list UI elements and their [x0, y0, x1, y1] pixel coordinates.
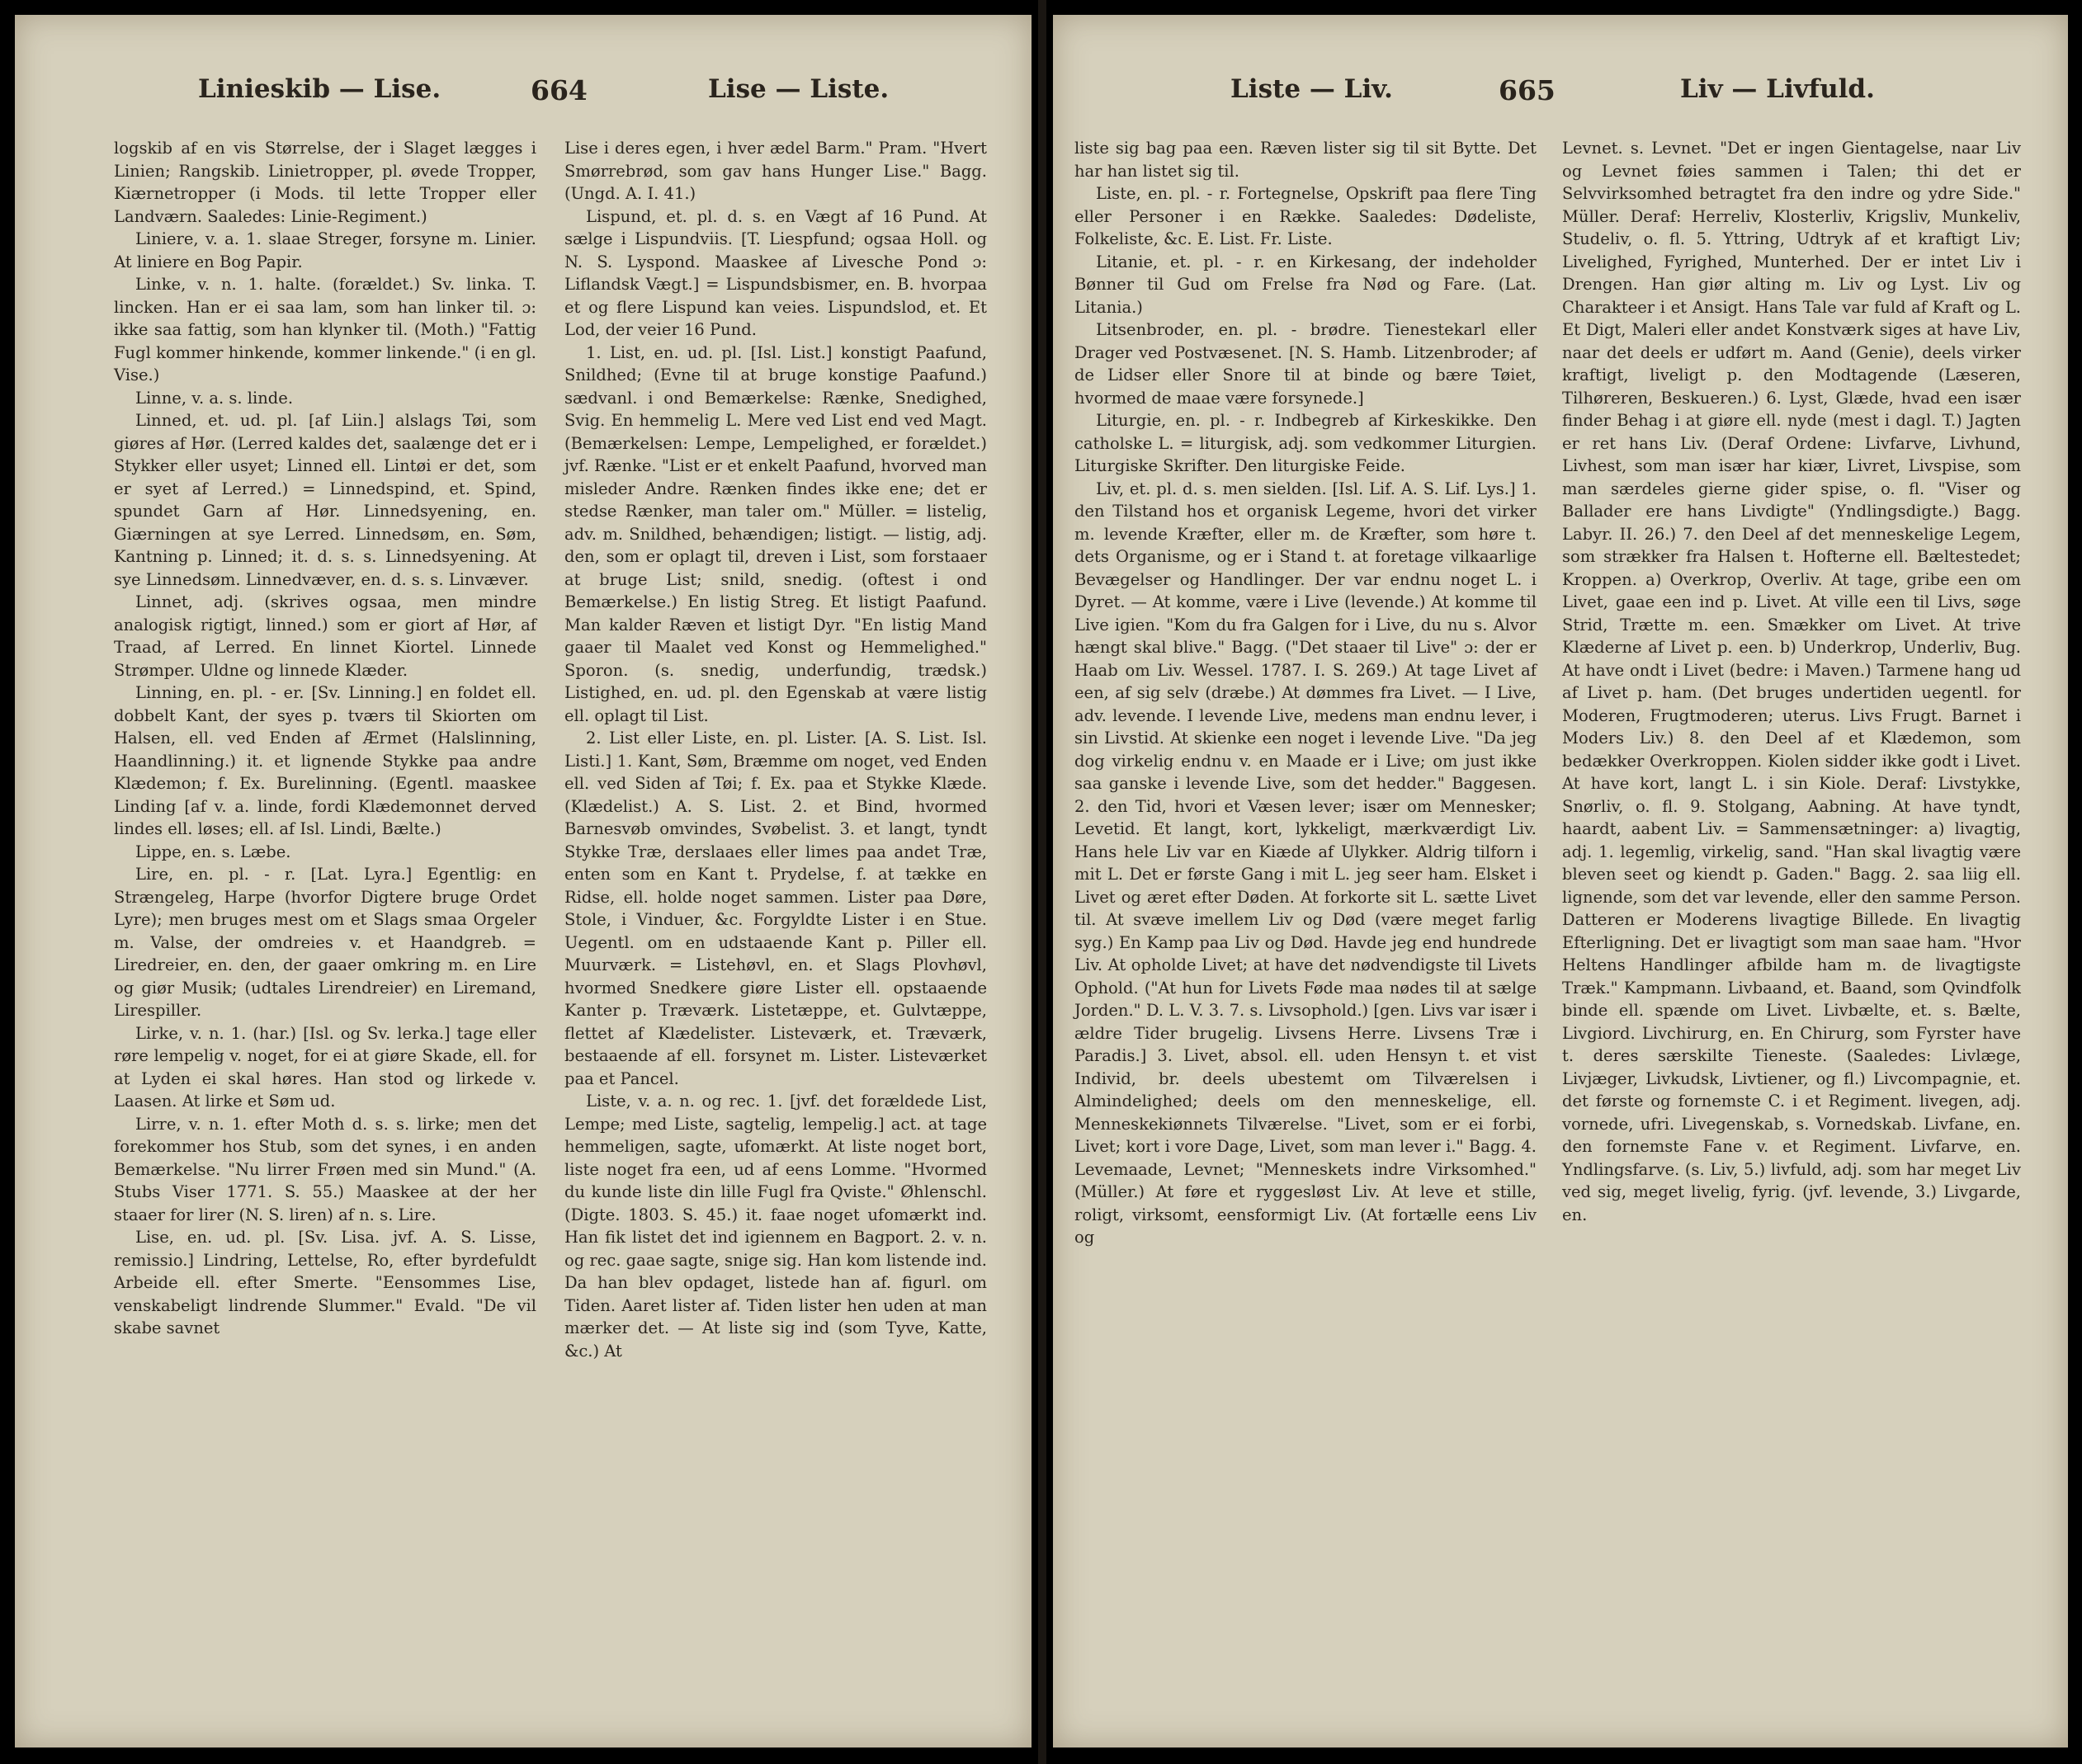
right-page-running-head-right: Liv — Livfuld.: [1680, 74, 1875, 104]
dictionary-entry: Lire, en. pl. - r. [Lat. Lyra.] Egentlig: en Strængeleg, Harpe (hvorfor Digtere bruge Ordet Lyre); men bruges mest om et Slags smaa Orgeler m. Valse, der omdreies v. et Haandgreb. = Liredreier, en. den, der gaaer omkring m. en Lire og giør Musik; (udtales Lirendreier) en Liremand, Lirespiller.: [114, 865, 536, 1020]
dictionary-entry: Liste, en. pl. - r. Fortegnelse, Opskrift paa flere Ting eller Personer i en Række. Saaledes: Dødeliste, Folkeliste, &c. E. List. Fr. Liste.: [1074, 184, 1537, 248]
dictionary-entry: Liste, v. a. n. og rec. 1. [jvf. det forældede List, Lempe; med Liste, sagtelig, lempelig.] act. at tage hemmeligen, sagte, ufomærkt. At liste noget bort, liste noget fra een, ud af eens Lomme. "Hvormed du kunde liste din lille Fugl fra Qviste." Øhlenschl. (Digte. 1803. S. 45.) it. faae noget ufomærkt ind. Han fik listet det ind igiennem en Bagport. 2. v. n. og rec. gaae sagte, snige sig. Han kom listende ind. Da han blev opdaget, listede han af. figurl. om Tiden. Aaret lister af. Tiden lister hen uden at man mærker det. — At liste sig ind (som Tyve, Katte, &c.) At: [564, 1092, 987, 1361]
dictionary-entry: Linnet, adj. (skrives ogsaa, men mindre analogisk rigtigt, linned.) som er giort af Hør, af Traad, af Lerred. En linnet Kiortel. Linnede Strømper. Uldne og linnede Klæder.: [114, 592, 536, 680]
right-page-running-head-left: Liste — Liv.: [1230, 74, 1393, 104]
dictionary-entry: Liniere, v. a. 1. slaae Streger, forsyne m. Linier. At liniere en Bog Papir.: [114, 229, 536, 271]
dictionary-entry: Lispund, et. pl. d. s. en Vægt af 16 Pund. At sælge i Lispundviis. [T. Liespfund; ogsaa Holl. og N. S. Lyspond. Maaskee af Livesche Pond ɔ: Liflandsk Vægt.] = Lispundsbismer, en. B. hvorpaa et og flere Lispund kan veies. Lispundslod, et. Et Lod, der veier 16 Pund.: [564, 206, 987, 339]
dictionary-entry: Linne, v. a. s. linde.: [135, 388, 294, 408]
gutter-divider: [1038, 0, 1046, 1764]
dictionary-entry: Linned, et. ud. pl. [af Liin.] alslags Tøi, som giøres af Hør. (Lerred kaldes det, saalænge det er i Stykker eller usyet; Linned ell. Lintøi er det, som er syet af Lerred.) = Linnedspind, et. Spind, spundet Garn af Hør. Linnedsyening, en. Giærningen at sye Lerred. Linnedsøm, en. Søm, Kantning p. Linned; it. d. s. s. Linnedsyening. At sye Linnedsøm. Linnedvæver, en. d. s. s. Linvæver.: [114, 411, 536, 589]
left-page-header: [15, 74, 1032, 112]
dictionary-entry: Liturgie, en. pl. - r. Indbegreb af Kirkeskikke. Den catholske L. = liturgisk, adj. som vedkommer Liturgien. Liturgiske Skrifter. Den liturgiske Feide.: [1074, 411, 1537, 475]
dictionary-entry: Levnet. s. Levnet. "Det er ingen Gientagelse, naar Liv og Levnet føies sammen i Talen; thi det er Selvvirksomhed betragtet fra den indre og ydre Side." Müller. Deraf: Herreliv, Klosterliv, Krigsliv, Munkeliv, Studeliv, o. fl. 5. Yttring, Udtryk af et kraftigt Liv; Livelighed, Fyrighed, Munterhed. Der er intet Liv i Drengen. Han giør alting m. Liv og Lyst. Liv og Charakteer i et Ansigt. Hans Tale var fuld af Kraft og L. Et Digt, Maleri eller andet Konstværk siges at have Liv, naar det deels er udført m. Aand (Genie), deels virker kraftigt, liveligt p. den Modtagende (Læseren, Tilhøreren, Beskueren.) 6. Lyst, Glæde, hvad een især finder Behag i at giøre ell. nyde (mest i dagl. T.) Jagten er ret hans Liv. (Deraf Ordene: Livfarve, Livhund, Livhest, som man især har kiær, Livret, Livspise, som man særdeles gierne gider spise, o. fl. "Viser og Ballader ere hans Livdigte" (Yndlingsdigte.) Bagg. Labyr. II. 26.) 7. den Deel af det menneskelige Legem, som strækker fra Halsen t. Hofterne ell. Bæltestedet; Kroppen. a) Overkrop, Overliv. At tage, gribe een om Livet, gaae een ind p. Livet. At ville een til Livs, søge Strid, Trætte m. een. Smækker om Livet. At trive Klæderne af Livet p. een. b) Underkrop, Underliv, Bug. At have ondt i Livet (bedre: i Maven.) Tarmene hang ud af Livet p. ham. (Det bruges undertiden uegentl. for Moderen, Frugtmoderen; uterus. Livs Frugt. Barnet i Moders Liv.) 8. den Deel af et Klædemon, som bedækker Overkroppen. Kiolen sidder ikke godt i Livet. At have kort, langt L. i sin Kiole. Deraf: Livstykke, Snørliv, o. fl. 9. Stolgang, Aabning. At have tyndt, haardt, aabent Liv. = Sammensætninger: a) livagtig, adj. 1. legemlig, virkelig, sand. "Han skal livagtig være bleven seet og kiendt p. Gaden." Bagg. 2. saa liig ell. lignende, som det var levende, eller den samme Person. Datteren er Moderens livagtige Billede. En livagtig Efterligning. Det er livagtigt som man saae ham. "Hvor Heltens Handlinger afbilde ham m. de livagtigste Træk." Kampmann. Livbaand, et. Baand, som Qvindfolk binde ell. spænde om Livet. Livbælte, et. s. Bælte, Livgiord. Livchirurg, en. En Chirurg, som Fyrster have t. deres særskilte Tieneste. (Saaledes: Livlæge, Livjæger, Livkudsk, Livtiener, og fl.) Livcompagnie, et. det første og fornemste C. i et Regiment. livegen, adj. vornede, ufri. Livegenskab, s. Vornedskab. Livfane, en. den fornemste Fane v. et Regiment. Livfarve, en. Yndlingsfarve. (s. Liv, 5.) livfuld, adj. som har meget Liv ved sig, meget livelig, fyrig. (jvf. levende, 3.) Livgarde, en.: [1562, 139, 2021, 1224]
left-page: [15, 15, 1032, 1747]
left-page-column-1: [114, 137, 536, 1340]
dictionary-entry: Lise, en. ud. pl. [Sv. Lisa. jvf. A. S. Lisse, remissio.] Lindring, Lettelse, Ro, efter byrdefuldt Arbeide ell. efter Smerte. "Eensommes Lise, venskabeligt lindrende Slummer." Evald. "De vil skabe savnet: [114, 1228, 536, 1337]
right-page-column-2: [1562, 137, 2021, 1226]
dictionary-entry: Linke, v. n. 1. halte. (forældet.) Sv. linka. T. lincken. Han er ei saa lam, som han linker til. ɔ: ikke saa fattig, som han klynker til. (Moth.) "Fattig Fugl kommer hinkende, kommer linkende." (i en gl. Vise.): [114, 275, 536, 384]
dictionary-entry: Litsenbroder, en. pl. - brødre. Tienestekarl eller Drager ved Postvæsenet. [N. S. Hamb. Litzenbroder; af de Lidser eller Snore til at binde og bære Tøiet, hvormed de maae være forsynede.]: [1074, 320, 1537, 408]
right-page-header: [1053, 74, 2068, 112]
dictionary-entry: logskib af en vis Størrelse, der i Slaget lægges i Linien; Rangskib. Linietropper, pl. øvede Tropper, Kiærnetropper (i Mods. til lette Tropper eller Landværn. Saaledes: Linie-Regiment.): [114, 139, 536, 226]
dictionary-entry: Litanie, et. pl. - r. en Kirkesang, der indeholder Bønner til Gud om Frelse fra Nød og Fare. (Lat. Litania.): [1074, 252, 1537, 317]
right-page: [1053, 15, 2068, 1747]
dictionary-entry: Lirre, v. n. 1. efter Moth d. s. s. lirke; men det forekommer hos Stub, som det synes, i en anden Bemærkelse. "Nu lirrer Frøen med sin Mund." (A. Stubs Viser 1771. S. 55.) Maaskee at der her staaer for lirer (N. S. liren) af n. s. Lire.: [114, 1114, 536, 1224]
left-page-running-head-left: Linieskib — Lise.: [198, 74, 441, 104]
dictionary-entry: liste sig bag paa een. Ræven lister sig til sit Bytte. Det har han listet sig til.: [1074, 139, 1537, 181]
left-page-column-2: [564, 137, 987, 1362]
dictionary-entry: Liv, et. pl. d. s. men sielden. [Isl. Lif. A. S. Lif. Lys.] 1. den Tilstand hos et organisk Legeme, hvori det virker m. levende Kræfter, eller m. de Kræfter, som høre t. dets Organisme, og er i Stand t. at foretage vilkaarlige Bevægelser og Handlinger. Der var endnu noget L. i Dyret. — At komme, være i Live (levende.) At komme til Live igien. "Kom du fra Galgen for i Live, du nu s. Alvor hængt skal blive." Bagg. ("Det staaer til Live" ɔ: der er Haab om Liv. Wessel. 1787. I. S. 269.) At tage Livet af een, af sig selv (dræbe.) At dømmes fra Livet. — I Live, adv. levende. I levende Live, medens man endnu lever, i sin Livstid. At skienke een noget i levende Live. "Da jeg dog virkelig endnu v. en Maade er i Live; om just ikke saa ganske i levende Live, som det hedder." Baggesen. 2. den Tid, hvori et Væsen lever; især om Mennesker; Levetid. Et langt, kort, lykkeligt, mærkværdigt Liv. Hans hele Liv var en Kiæde af Ulykker. Aldrig tilforn i mit L. Det er første Gang i mit L. jeg seer ham. Elsket i Livet og æret efter Døden. At forkorte sit L. sætte Livet til. At svæve imellem Liv og Død (være meget farlig syg.) En Kamp paa Liv og Død. Havde jeg end hundrede Liv. At opholde Livet; at have det nødvendigste til Livets Ophold. ("At hun for Livets Føde maa nødes til at sælge Jorden." D. L. V. 3. 7. s. Livsophold.) [gen. Livs var især i ældre Tider brugelig. Livsens Herre. Livsens Træ i Paradis.] 3. Livet, absol. ell. uden Hensyn t. et vist Individ, br. deels ubestemt om Tilværelsen i Almindelighed; deels om den menneskelige, ell. Menneskekiønnets Tilværelse. "Livet, som er ei forbi, Livet; kort i vore Dage, Livet, som man lever i." Bagg. 4. Levemaade, Levnet; "Menneskets indre Virksomhed." (Müller.) At føre et ryggesløst Liv. At leve et stille, roligt, virksomt, eensformigt Liv. (At fortælle eens Liv og: [1074, 479, 1537, 1247]
left-page-running-head-right: Lise — Liste.: [708, 74, 890, 104]
dictionary-entry: 1. List, en. ud. pl. [Isl. List.] konstigt Paafund, Snildhed; (Evne til at bruge konstige Paafund.) sædvanl. i ond Bemærkelse: Rænke, Snedighed, Svig. En hemmelig L. Mere ved List end ved Magt. (Bemærkelsen: Lempe, Lempelighed, er forældet.) jvf. Rænke. "List er et enkelt Paafund, hvorved man misleder Andre. Rænken findes ikke ene; det er stedse Rænker, man taler om." Müller. = listelig, adv. m. Snildhed, behændigen; listigt. — listig, adj. den, som er oplagt til, dreven i List, som forstaaer at bruge List; snild, snedig. (oftest i ond Bemærkelse.) En listig Streg. Et listigt Paafund. Man kalder Ræven et listigt Dyr. "En listig Mand gaaer til Maalet ved Konst og Hemmelighed." Sporon. (s. snedig, underfundig, trædsk.) Listighed, en. ud. pl. den Egenskab at være listig ell. oplagt til List.: [564, 342, 987, 725]
dictionary-entry: 2. List eller Liste, en. pl. Lister. [A. S. List. Isl. Listi.] 1. Kant, Søm, Bræmme om noget, ved Enden ell. ved Siden af Tøi; f. Ex. paa et Stykke Klæde. (Klædelist.) A. S. List. 2. et Bind, hvormed Barnesvøb omvindes, Svøbelist. 3. et langt, tyndt Stykke Træ, derslaaes eller limes paa andet Træ, enten som en Kant t. Prydelse, f. at tække en Ridse, ell. holde noget sammen. Lister paa Døre, Stole, i Vinduer, &c. Forgyldte Lister i en Stue. Uegentl. om en udstaaende Kant p. Piller ell. Muurværk. = Listehøvl, en. et Slags Plovhøvl, hvormed Snedkere giøre Lister ell. opstaaende Kanter p. Træværk. Listetæppe, et. Gulvtæppe, flettet af Klædelister. Listeværk, et. Træværk, bestaaende af ell. forsynet m. Lister. Listeværket paa et Pancel.: [564, 729, 987, 1088]
dictionary-entry: Lirke, v. n. 1. (har.) [Isl. og Sv. lerka.] tage eller røre lempelig v. noget, for ei at giøre Skade, ell. for at Lyden ei skal høres. Han stod og lirkede v. Laasen. At lirke et Søm ud.: [114, 1023, 536, 1111]
right-page-number: 665: [1499, 74, 1556, 106]
right-page-column-1: [1074, 137, 1537, 1249]
dictionary-entry: Lippe, en. s. Læbe.: [135, 842, 291, 861]
dictionary-entry: Lise i deres egen, i hver ædel Barm." Pram. "Hvert Smørrebrød, som gav hans Hunger Lise." Bagg. (Ungd. A. I. 41.): [564, 139, 987, 203]
dictionary-entry: Linning, en. pl. - er. [Sv. Linning.] en foldet ell. dobbelt Kant, der syes p. tværs til Skiorten om Halsen, ell. ved Enden af Ærmet (Halslinning, Haandlinning.) it. et lignende Stykke paa andre Klædemon; f. Ex. Burelinning. (Egentl. maaskee Linding [af v. a. linde, fordi Klædemonnet derved lindes ell. løses; ell. af Isl. Lindi, Bælte.): [114, 683, 536, 838]
left-page-number: 664: [531, 74, 588, 106]
